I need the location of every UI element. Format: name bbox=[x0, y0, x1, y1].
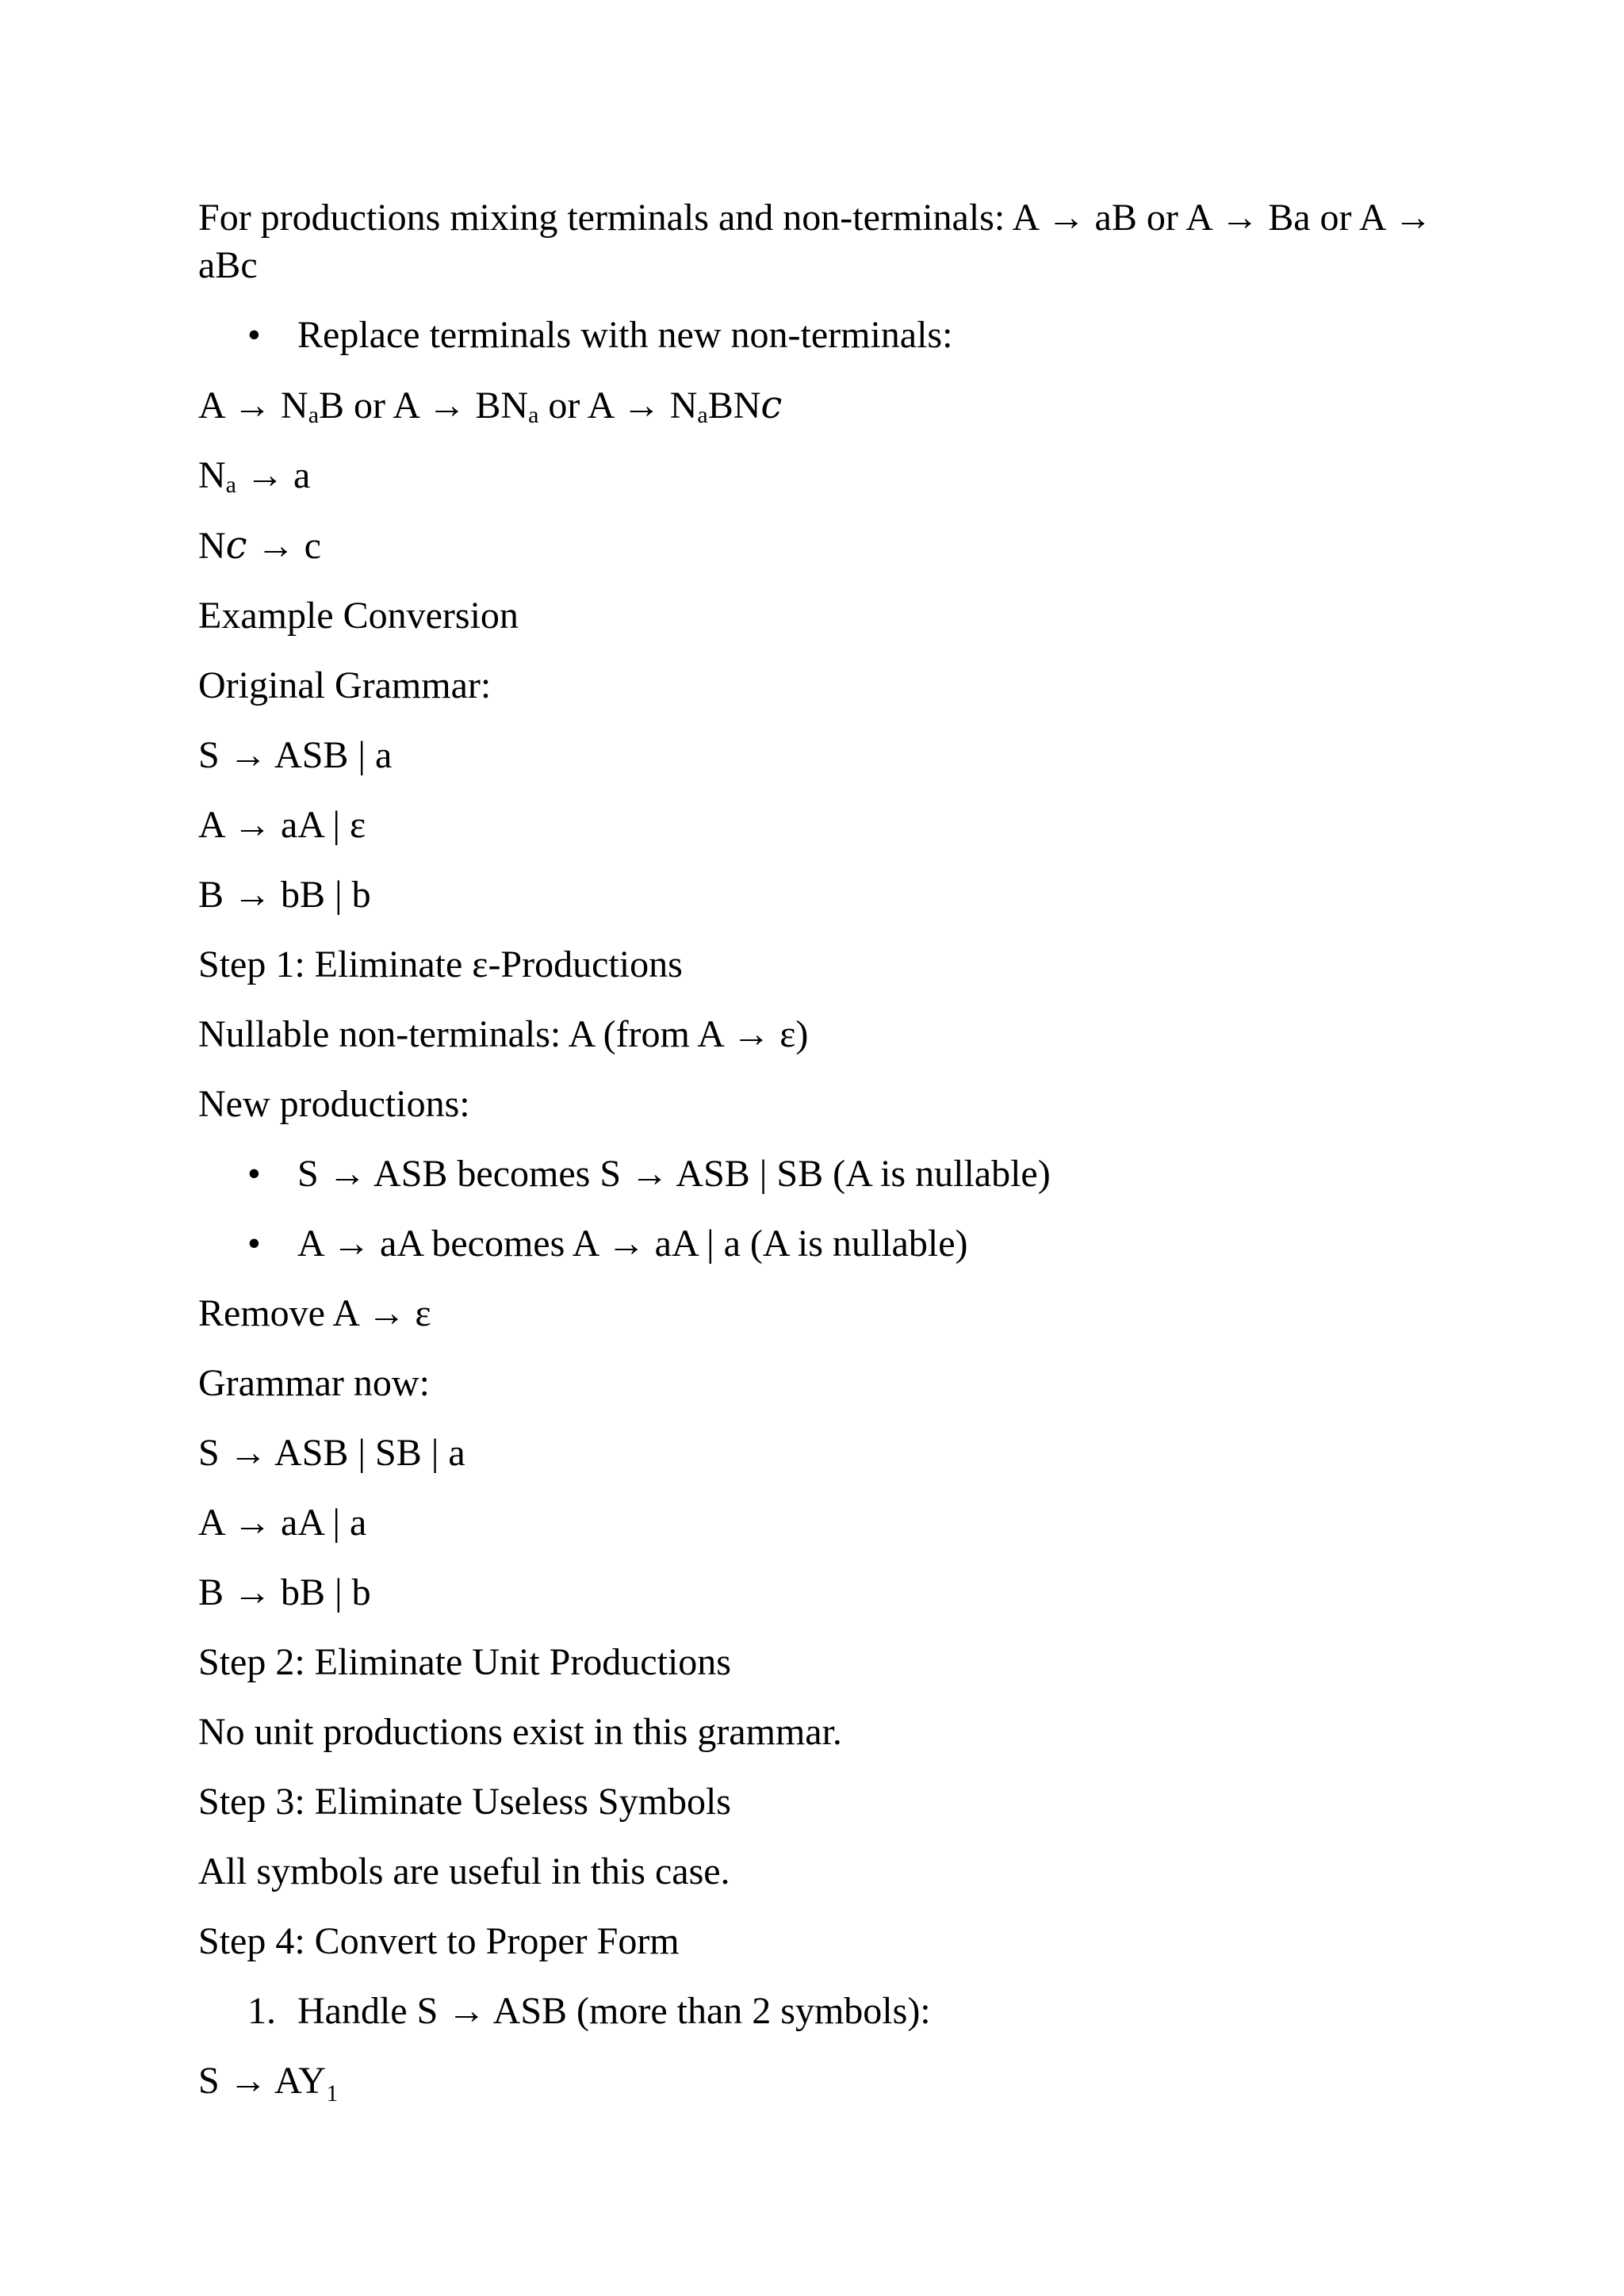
replace-rule-line-3 bbox=[198, 522, 1435, 570]
grammar-rule-s: S → ASB | SB | a bbox=[198, 1432, 465, 1474]
subscript: a bbox=[308, 402, 320, 428]
rule-text: B or A → BN bbox=[319, 385, 529, 427]
replace-rule-line-1 bbox=[198, 381, 1435, 430]
step1-heading: Step 1: Eliminate ε-Productions bbox=[198, 943, 683, 985]
bullet-text: A → aA becomes A → aA | a (A is nullable) bbox=[297, 1223, 968, 1265]
rule-text: → c bbox=[247, 525, 321, 567]
subscript: a bbox=[697, 402, 708, 428]
bullet-icon: • bbox=[247, 1153, 261, 1195]
document-page bbox=[198, 194, 1435, 2127]
grammar-rule-a: A → aA | a bbox=[198, 1502, 367, 1544]
math-symbol: c bbox=[225, 523, 247, 568]
step4-heading: Step 4: Convert to Proper Form bbox=[198, 1920, 680, 1962]
step2-text: No unit productions exist in this grammar. bbox=[198, 1711, 842, 1753]
math-symbol: c bbox=[760, 383, 783, 427]
step2-heading: Step 2: Eliminate Unit Productions bbox=[198, 1641, 731, 1683]
new-productions-label: New productions: bbox=[198, 1083, 470, 1125]
step3-text: All symbols are useful in this case. bbox=[198, 1850, 730, 1892]
rule-text: A → N bbox=[198, 385, 308, 427]
list-item-text: Handle S → ASB (more than 2 symbols): bbox=[297, 1990, 931, 2032]
remove-epsilon-text: Remove A → ε bbox=[198, 1292, 431, 1334]
list-number: 1. bbox=[247, 1990, 276, 2032]
rule-text: BN bbox=[707, 385, 761, 427]
rule-text: or A → N bbox=[538, 385, 698, 427]
grammar-now-label: Grammar now: bbox=[198, 1362, 430, 1404]
example-heading: Example Conversion bbox=[198, 595, 519, 637]
rule-text: N bbox=[198, 525, 226, 567]
grammar-rule-b: B → bB | b bbox=[198, 1571, 371, 1613]
replace-rule-line-2 bbox=[198, 452, 1435, 499]
bullet-text: S → ASB becomes S → ASB | SB (A is nullable) bbox=[297, 1153, 1051, 1195]
step4-rule: S → AY₁ bbox=[198, 2060, 339, 2102]
replace-bullet-list bbox=[198, 312, 1435, 359]
original-rule-s: S → ASB | a bbox=[198, 734, 393, 776]
list-item bbox=[198, 312, 1435, 359]
step3-heading: Step 3: Eliminate Useless Symbols bbox=[198, 1781, 731, 1823]
bullet-text: Replace terminals with new non-terminals: bbox=[297, 314, 953, 356]
list-item bbox=[198, 1220, 1435, 1268]
step4-numbered-list bbox=[198, 1988, 1435, 2035]
rule-text: N bbox=[198, 454, 226, 496]
bullet-icon: • bbox=[247, 1223, 261, 1265]
original-rule-a: A → aA | ε bbox=[198, 804, 366, 846]
original-grammar-label: Original Grammar: bbox=[198, 664, 492, 706]
subscript: a bbox=[528, 402, 539, 428]
list-item bbox=[198, 1150, 1435, 1198]
new-productions-list bbox=[198, 1150, 1435, 1268]
nullable-text: Nullable non-terminals: A (from A → ε) bbox=[198, 1013, 809, 1055]
list-item bbox=[198, 1988, 1435, 2035]
original-rule-b: B → bB | b bbox=[198, 874, 371, 916]
bullet-icon: • bbox=[247, 314, 261, 356]
rule-text: → a bbox=[236, 454, 311, 496]
intro-paragraph: For productions mixing terminals and non-terminals: A → aB or A → Ba or A → aBc bbox=[198, 197, 1432, 286]
subscript: a bbox=[225, 472, 236, 498]
